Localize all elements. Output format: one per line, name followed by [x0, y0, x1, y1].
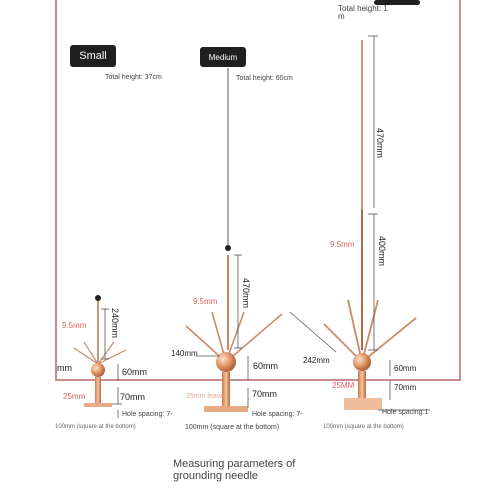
large-total-height-unit: m	[338, 12, 345, 21]
small-tag-label: Small	[79, 50, 107, 62]
medium-470-label: 470mm	[241, 278, 251, 309]
caption-line-2: grounding needle	[173, 470, 259, 482]
large-70-label: 70mm	[394, 383, 417, 392]
large-242-label: 242mm	[303, 356, 330, 365]
small-hole-spacing: Hole spacing: 7-	[122, 411, 173, 418]
medium-60-label: 60mm	[253, 361, 279, 371]
caption	[173, 458, 295, 482]
large-needle	[324, 40, 416, 410]
small-9-5-label: 9.5mm	[62, 321, 87, 330]
small-total-height: Total height: 37cm	[105, 74, 162, 81]
medium-tag-label: Medium	[208, 52, 238, 62]
medium-70-label: 70mm	[252, 389, 278, 399]
small-240-label: 240mm	[110, 308, 120, 339]
medium-hole-spacing: Hole spacing: 7-	[252, 411, 303, 418]
medium-total-height: Total height: 60cm	[236, 75, 293, 82]
medium-bottom-size: 100mm (square at the bottom)	[185, 424, 280, 431]
large-bottom-size: 100mm (square at the bottom)	[323, 424, 404, 430]
medium-140-label: 140mm	[171, 349, 198, 358]
medium-25-label: 25mm leaves	[186, 393, 228, 400]
large-25-label: 25MM	[332, 381, 355, 390]
large-9-5-label: 9.5mm	[330, 240, 355, 249]
large-hole-spacing: Hole spacing:1	[382, 409, 429, 416]
small-25-label: 25mm	[63, 392, 86, 401]
caption-line-1: Measuring parameters of	[173, 458, 296, 470]
large-total-height: Total height: 1	[338, 4, 388, 13]
small-60-label: 60mm	[122, 367, 148, 377]
small-mm-label: mm	[57, 363, 72, 373]
large-470-label: 470mm	[375, 128, 385, 159]
medium-9-5-label: 9.5mm	[193, 297, 218, 306]
small-70-label: 70mm	[120, 392, 146, 402]
small-tag	[70, 45, 116, 67]
medium-tag	[200, 47, 246, 67]
small-bottom-size: 100mm (square at the bottom)	[55, 424, 136, 430]
large-400-label: 400mm	[377, 236, 387, 267]
large-60-label: 60mm	[394, 364, 417, 373]
